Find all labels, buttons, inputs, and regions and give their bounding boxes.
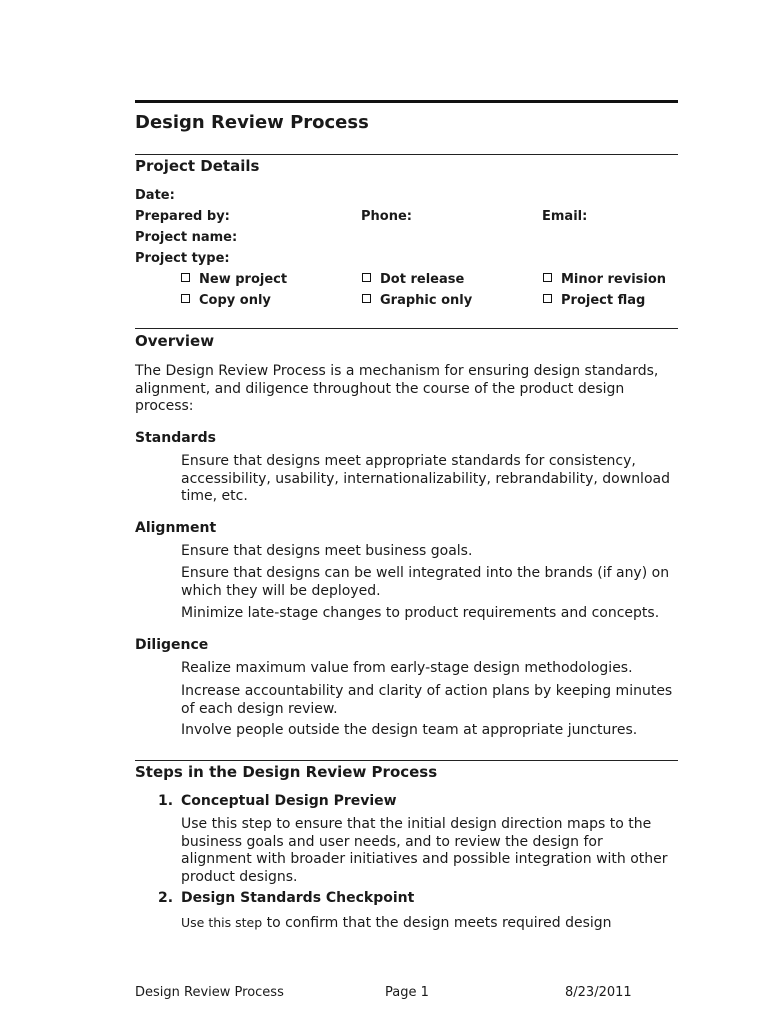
footer-page-number: Page 1	[385, 985, 429, 1000]
checkbox-icon	[181, 273, 190, 282]
checkbox-icon	[362, 294, 371, 303]
section-divider	[135, 328, 678, 329]
standards-item: Ensure that designs meet appropriate standards for consistency, accessibility, usability, internationalizability, rebrandability, download time, etc.	[181, 453, 670, 504]
footer-date: 8/23/2011	[565, 985, 632, 1000]
footer-title: Design Review Process	[135, 985, 284, 1000]
email-label: Email:	[542, 209, 588, 224]
overview-intro: The Design Review Process is a mechanism for ensuring design standards, alignment, and diligence throughout the course of the product design process:	[135, 363, 659, 414]
alignment-item: Minimize late-stage changes to product requirements and concepts.	[181, 605, 660, 621]
checkbox-minor-revision[interactable]	[543, 272, 666, 287]
alignment-item: Ensure that designs can be well integrated into the brands (if any) on which they will be deployed.	[181, 565, 670, 599]
checkbox-new-project[interactable]	[181, 272, 287, 287]
date-label: Date:	[135, 188, 175, 203]
project-type-label: Project type:	[135, 251, 230, 266]
checkbox-project-flag[interactable]	[543, 293, 645, 308]
document-title: Design Review Process	[135, 112, 369, 133]
checkbox-graphic-only[interactable]	[362, 293, 472, 308]
step-title: Design Standards Checkpoint	[181, 890, 415, 906]
checkbox-label: Copy only	[199, 293, 271, 308]
checkbox-label: Graphic only	[380, 293, 473, 308]
checkbox-label: Minor revision	[561, 272, 667, 287]
diligence-item: Realize maximum value from early-stage design methodologies.	[181, 660, 633, 676]
diligence-item: Involve people outside the design team at appropriate junctures.	[181, 722, 638, 738]
checkbox-copy-only[interactable]	[181, 293, 271, 308]
checkbox-icon	[543, 294, 552, 303]
checkbox-icon	[362, 273, 371, 282]
standards-heading: Standards	[135, 430, 216, 446]
checkbox-icon	[543, 273, 552, 282]
alignment-item: Ensure that designs meet business goals.	[181, 543, 473, 559]
section-divider	[135, 154, 678, 155]
checkbox-label: New project	[199, 272, 288, 287]
step-title: Conceptual Design Preview	[181, 793, 397, 809]
project-name-label: Project name:	[135, 230, 238, 245]
step-number: 1.	[158, 793, 174, 809]
alignment-heading: Alignment	[135, 520, 217, 536]
step-body-rest: to confirm that the design meets required design	[262, 915, 612, 931]
checkbox-label: Project flag	[561, 293, 646, 308]
checkbox-icon	[181, 294, 190, 303]
checkbox-label: Dot release	[380, 272, 465, 287]
checkbox-dot-release[interactable]	[362, 272, 464, 287]
step-body-small: Use this step	[181, 915, 263, 930]
diligence-heading: Diligence	[135, 637, 209, 653]
overview-heading: Overview	[135, 332, 215, 350]
steps-heading: Steps in the Design Review Process	[135, 763, 438, 781]
step-body	[181, 914, 676, 933]
project-details-heading: Project Details	[135, 157, 260, 175]
section-divider	[135, 760, 678, 761]
step-number: 2.	[158, 890, 174, 906]
top-rule	[135, 100, 678, 103]
diligence-item: Increase accountability and clarity of action plans by keeping minutes of each design review.	[181, 683, 673, 717]
step-body: Use this step to ensure that the initial design direction maps to the business goals and user needs, and to review the design for alignment with broader initiatives and possible integration with other product designs.	[181, 816, 668, 885]
prepared-by-label: Prepared by:	[135, 209, 230, 224]
phone-label: Phone:	[361, 209, 412, 224]
